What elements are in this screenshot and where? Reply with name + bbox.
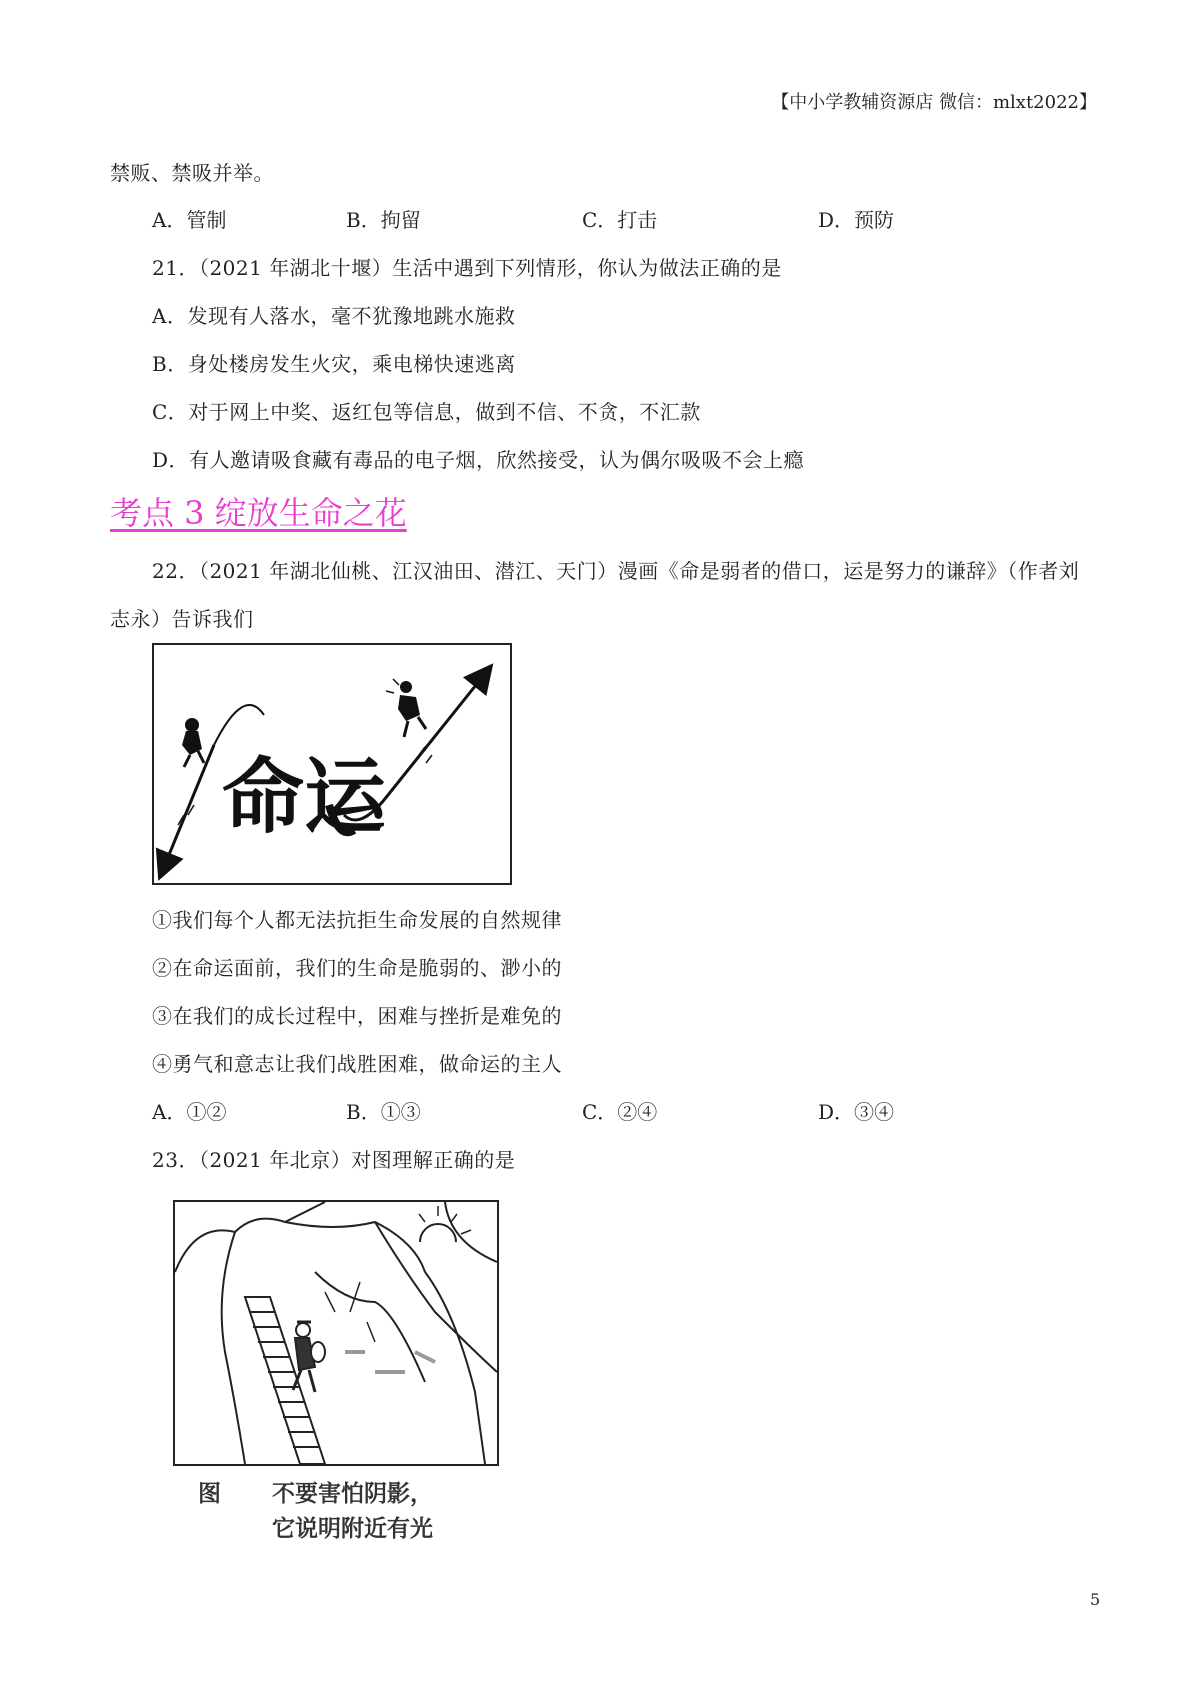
question-21-stem: 21．（2021 年湖北十堰）生活中遇到下列情形，你认为做法正确的是 bbox=[152, 256, 782, 280]
section-heading: 考点 3 绽放生命之花 bbox=[110, 494, 407, 532]
question-22-option-b: B．①③ bbox=[346, 1100, 421, 1124]
question-23-stem: 23．（2021 年北京）对图理解正确的是 bbox=[152, 1148, 516, 1172]
prev-option-d: D．预防 bbox=[818, 208, 895, 232]
cartoon-figure bbox=[152, 643, 512, 885]
question-21-option-b: B．身处楼房发生火灾，乘电梯快速逃离 bbox=[152, 352, 516, 376]
falling-figure-icon bbox=[182, 718, 204, 767]
prev-option-c: C．打击 bbox=[582, 208, 658, 232]
question-22-option-a: A．①② bbox=[152, 1100, 227, 1124]
mountain-drawing bbox=[175, 1202, 497, 1464]
prev-option-a: A．管制 bbox=[152, 208, 227, 232]
page-number: 5 bbox=[1090, 1590, 1101, 1609]
statement-2: ②在命运面前，我们的生命是脆弱的、渺小的 bbox=[152, 956, 562, 980]
page-header: 【中小学教辅资源店 微信：mlxt2022】 bbox=[771, 92, 1097, 113]
cartoon-text: 命运 bbox=[222, 750, 387, 845]
question-22-option-d: D．③④ bbox=[818, 1100, 895, 1124]
question-21-option-d: D．有人邀请吸食藏有毒品的电子烟，欣然接受，认为偶尔吸吸不会上瘾 bbox=[152, 448, 805, 472]
prev-question-tail: 禁贩、禁吸并举。 bbox=[110, 161, 274, 185]
question-21-option-a: A．发现有人落水，毫不犹豫地跳水施救 bbox=[152, 304, 516, 328]
cartoon-drawing bbox=[154, 645, 510, 883]
mountain-figure bbox=[173, 1200, 499, 1466]
statement-4: ④勇气和意志让我们战胜困难，做命运的主人 bbox=[152, 1052, 562, 1076]
sun-icon bbox=[419, 1206, 471, 1242]
prev-option-b: B．拘留 bbox=[346, 208, 421, 232]
question-22-option-c: C．②④ bbox=[582, 1100, 658, 1124]
question-21-option-c: C．对于网上中奖、返红包等信息，做到不信、不贪，不汇款 bbox=[152, 400, 701, 424]
figure-caption-label: 图 bbox=[198, 1481, 221, 1507]
question-22-stem-line2: 志永）告诉我们 bbox=[110, 607, 254, 631]
figure-caption-line1: 不要害怕阴影， bbox=[272, 1481, 433, 1507]
statement-3: ③在我们的成长过程中，困难与挫折是难免的 bbox=[152, 1004, 562, 1028]
climber-icon bbox=[293, 1322, 325, 1392]
question-22-stem-line1: 22．（2021 年湖北仙桃、江汉油田、潜江、天门）漫画《命是弱者的借口，运是努力的谦辞》（作者刘 bbox=[152, 559, 1080, 583]
statement-1: ①我们每个人都无法抗拒生命发展的自然规律 bbox=[152, 908, 562, 932]
climbing-figure-icon bbox=[398, 681, 426, 737]
figure-caption-line2: 它说明附近有光 bbox=[272, 1516, 433, 1542]
